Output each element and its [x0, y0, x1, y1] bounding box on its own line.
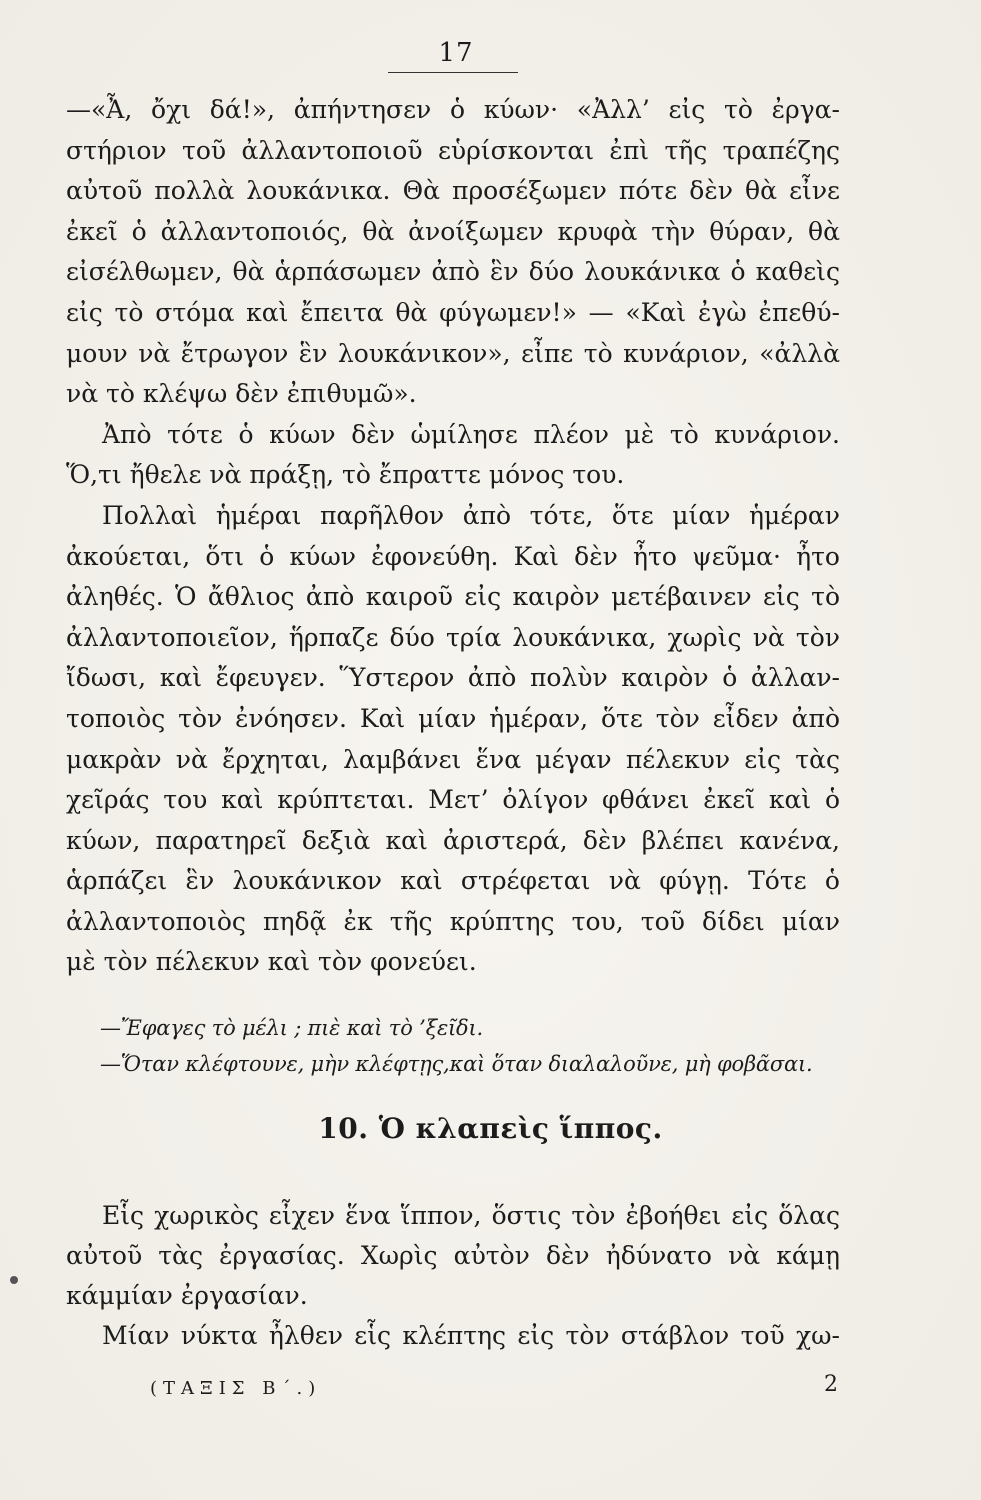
text-line: νὰ τὸ κλέψω δὲν ἐπιθυμῶ». [66, 379, 417, 409]
text-line: μὲ τὸν πέλεκυν καὶ τὸν φονεύει. [66, 947, 477, 977]
text-line: αὐτοῦ τὰς ἐργασίας. Χωρὶς αὐτὸν δὲν ἠδύνατο νὰ κάμῃ [66, 1241, 840, 1270]
text-line: εἰς τὸ στόμα καὶ ἔπειτα θὰ φύγωμεν!» — «Καὶ ἐγὼ ἐπεθύ- [66, 297, 840, 327]
text-line: ἀλλαντοποιεῖον, ἥρπαζε δύο τρία λουκάνικα, χωρὶς νὰ τὸν [66, 622, 840, 652]
text-line: ἀκούεται, ὅτι ὁ κύων ἐφονεύθη. Καὶ δὲν ἦτο ψεῦμα· ἦτο [66, 541, 840, 571]
text-line: κύων, παρατηρεῖ δεξιὰ καὶ ἀριστερά, δὲν βλέπει κανένα, [66, 825, 840, 855]
chapter-heading: 10. Ὁ κλαπεὶς ἵππος. [318, 1112, 663, 1145]
footer-signature: (ΤΑΞΙΣ Β΄.) [150, 1378, 322, 1399]
text-line: μακρὰν νὰ ἔρχηται, λαμβάνει ἕνα μέγαν πέλεκυν εἰς τὰς [66, 744, 840, 774]
text-line: ἀληθές. Ὁ ἄθλιος ἀπὸ καιροῦ εἰς καιρὸν μετέβαινεν εἰς τὸ [66, 582, 840, 612]
text-line: Ἀπὸ τότε ὁ κύων δὲν ὡμίλησε πλέον μὲ τὸ κυνάριον. [102, 419, 840, 449]
text-line: χεῖράς του καὶ κρύπτεται. Μετ’ ὀλίγον φθάνει ἐκεῖ καὶ ὁ [66, 785, 840, 815]
text-line: αὐτοῦ πολλὰ λουκάνικα. Θὰ προσέξωμεν πότε δὲν θὰ εἶνε [66, 176, 840, 206]
header-rule [388, 72, 518, 73]
sayings [100, 1010, 840, 1082]
saying-line: —Ἔφαγες τὸ μέλι ; πιὲ καὶ τὸ ’ξεῖδι. [100, 1016, 484, 1040]
text-line: —«Ἆ, ὄχι δά!», ἀπήντησεν ὁ κύων· «Ἀλλ’ εἰς τὸ ἐργα- [66, 95, 840, 124]
text-line: ἴδωσι, καὶ ἔφευγεν. Ὕστερον ἀπὸ πολὺν καιρὸν ὁ ἀλλαν- [66, 663, 840, 693]
text-line: Εἷς χωρικὸς εἶχεν ἕνα ἵππον, ὅστις τὸν ἐβοήθει εἰς ὅλας [102, 1201, 840, 1230]
ink-spot [10, 1276, 18, 1284]
text-line: Πολλαὶ ἡμέραι παρῆλθον ἀπὸ τότε, ὅτε μίαν ἡμέραν [102, 500, 840, 530]
text-line: Μίαν νύκτα ἦλθεν εἷς κλέπτης εἰς τὸν στάβλον τοῦ χω- [102, 1321, 840, 1350]
text-line: κάμμίαν ἐργασίαν. [66, 1281, 308, 1310]
saying-line: —Ὅταν κλέφτουνε, μὴν κλέφτῃς,καὶ ὅταν διαλαλοῦνε, μὴ φοβᾶσαι. [100, 1052, 813, 1076]
story-text-continued [66, 90, 840, 983]
text-line: στήριον τοῦ ἀλλαντοποιοῦ εὑρίσκονται ἐπὶ τῆς τραπέζης [66, 135, 840, 165]
page-number: 17 [438, 38, 474, 68]
footer-sheet-number: 2 [824, 1372, 838, 1397]
text-line: τοποιὸς τὸν ἐνόησεν. Καὶ μίαν ἡμέραν, ὅτε τὸν εἶδεν ἀπὸ [66, 703, 840, 733]
text-line: ἀλλαντοποιὸς πηδᾷ ἐκ τῆς κρύπτης του, τοῦ δίδει μίαν [66, 906, 840, 936]
text-line: Ὅ,τι ἤθελε νὰ πράξῃ, τὸ ἔπραττε μόνος του. [66, 460, 625, 490]
story-text-new [66, 1196, 840, 1356]
text-line: ἁρπάζει ἓν λουκάνικον καὶ στρέφεται νὰ φύγῃ. Τότε ὁ [66, 866, 840, 896]
text-line: μουν νὰ ἔτρωγον ἓν λουκάνικον», εἶπε τὸ κυνάριον, «ἀλλὰ [66, 338, 840, 368]
text-line: εἰσέλθωμεν, θὰ ἁρπάσωμεν ἀπὸ ἓν δύο λουκάνικα ὁ καθεὶς [66, 257, 840, 287]
text-line: ἐκεῖ ὁ ἀλλαντοποιός, θὰ ἀνοίξωμεν κρυφὰ τὴν θύραν, θὰ [66, 216, 840, 246]
